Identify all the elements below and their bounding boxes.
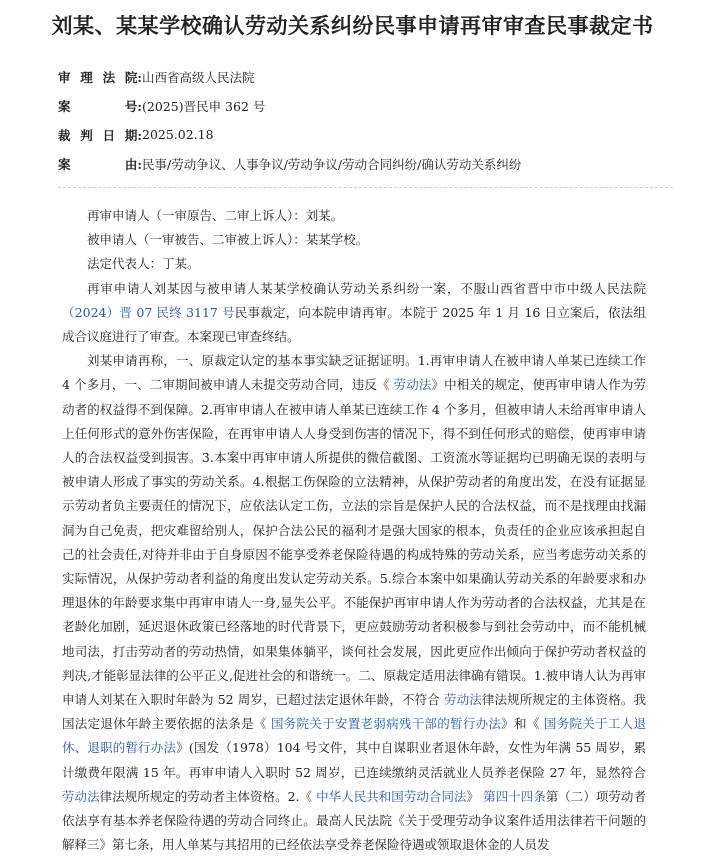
case-cause-label: 案 由: [58,156,142,172]
law-link-cadre-retirement[interactable]: 国务院关于安置老弱病残干部的暂行办法 [270,716,502,732]
law-link-labor-contract-law[interactable]: 中华人民共和国劳动合同法 [316,788,467,804]
judgment-date-label: 裁 判 日 期: [58,127,142,143]
divider [58,187,673,188]
case-metadata [58,62,678,178]
paragraph-procedure: 再审申请人刘某因与被申请人某某学校确认劳动关系纠纷一案，不服山西省晋中市中级人民法院（2024）晋 07 民终 3117 号民事裁定，向本院申请再审。本院于 2025 年 1 月 16 日立案后，依法组成合议庭进行了审查。本案现已审查终结。 [62,280,646,345]
case-cause-row [58,149,678,178]
paragraph-legal-rep: 法定代表人：丁某。 [87,256,200,272]
court-row [58,62,678,91]
law-link-labor-law-3[interactable]: 劳动法 [62,788,100,804]
judgment-date-value: 2025.02.18 [142,127,214,142]
paragraph-applicant: 再审申请人（一审原告、二审上诉人）：刘某。 [87,208,344,223]
judgment-date-row [58,120,678,149]
paragraph-respondent: 被申请人（一审被告、二审被上诉人）：某某学校。 [87,232,369,248]
law-link-article-44[interactable]: 第四十四条 [483,788,546,804]
case-reference-link[interactable]: （2024）晋 07 民终 3117 号 [62,304,235,320]
law-link-labor-law[interactable]: 劳动法 [393,377,432,393]
case-number-label: 案 号: [58,98,142,114]
case-cause-value: 民事/劳动争议、人事争议/劳动争议/劳动合同纠纷/确认劳动关系纠纷 [142,156,522,172]
law-link-labor-law-2[interactable]: 劳动法 [443,692,482,708]
paragraph-claims: 刘某申请再称，一、原裁定认定的基本事实缺乏证据证明。1.再审申请人在被申请人单某已连续工作 4 个多月，一、二审期间被申请人未提交劳动合同，违反《 劳动法》中相关的规定，使再审申请人作为劳动者的权益得不到保障。2.再审申请人在被申请人单某已连续工作 4 个多月，但被申请人未给再审申请人上任何形式的意外伤害保险，在再审申请人人身受到伤害的情况下，得不到任何形式的赔偿，使再审申请人的合法权益受到损害。3.本案中再审申请人所提供的微信截图、工资流水等证据均已明确无误的表明与被申请人形成了事实的劳动关系。4.根据工伤保险的立法精神，从保护劳动者的角度出发，在没有证据显示劳动者负主要责任的情况下，应依法认定工伤，立法的宗旨是保护人民的合法权益，而不是找理由找漏洞为自己免责，把灾难留给别人，保护合法公民的福利才是强大国家的根本，负责任的企业应该承担起自己的社会责任,对待并非由于自身原因不能享受养老保险待遇的构成特殊的劳动关系，应当考虑劳动关系的实际情况，从保护劳动者利益的角度出发认定劳动关系。5.综合本案中如果确认劳动关系的年龄要求和办理退休的年龄要求集中再审申请人一身,显失公平。不能保护再审申请人作为劳动者的合法权益，尤其是在老龄化加剧，延迟退休政策已经落地的时代背景下，更应鼓励劳动者积极参与到社会劳动中，而不能机械地司法，打击劳动者的劳动热情，如果集体躺平，谈何社会发展，因此更应作出倾向于保护劳动者权益的判决,才能彰显法律的公平正义,促进社会的和谐统一。二、原裁定适用法律确有错误。1.被申请人认为再审申请人刘某在入职时年龄为 52 周岁，已超过法定退休年龄，不符合 劳动法律法规所规定的主体资格。我国法定退休年龄主要依据的法条是《 国务院关于安置老弱病残干部的暂行办法》和《 国务院关于工人退休、退职的暂行办法》(国发（1978）104 号文件，其中自谋职业者退休年龄，女性为年满 55 周岁，累计缴费年限满 15 年。再审申请人入职时 52 周岁，已连续缴纳灵活就业人员养老保险 27 年，显然符合 劳动法律法规所规定的劳动者主体资格。2.《 中华人民共和国劳动合同法》 第四十四条第（二）项劳动者依法享有基本养老保险待遇的劳动合同终止。最高人民法院《关于受理劳动争议案件适用法律若干问题的解释三》第七条，用人单某与其招用的已经依法享受养老保险待遇或领取退休金的人员发 [62,353,646,853]
document-title: 刘某、某某学校确认劳动关系纠纷民事申请再审审查民事裁定书 [51,13,654,38]
case-number-row [58,91,678,120]
court-label: 审 理 法 院: [58,69,142,85]
law-link-worker-retirement[interactable]: 国务院关于工人退休、退职的暂行办法 [62,716,646,756]
court-value: 山西省高级人民法院 [142,69,255,85]
case-number-value: (2025)晋民申 362 号 [142,98,266,114]
document-body [62,204,646,857]
